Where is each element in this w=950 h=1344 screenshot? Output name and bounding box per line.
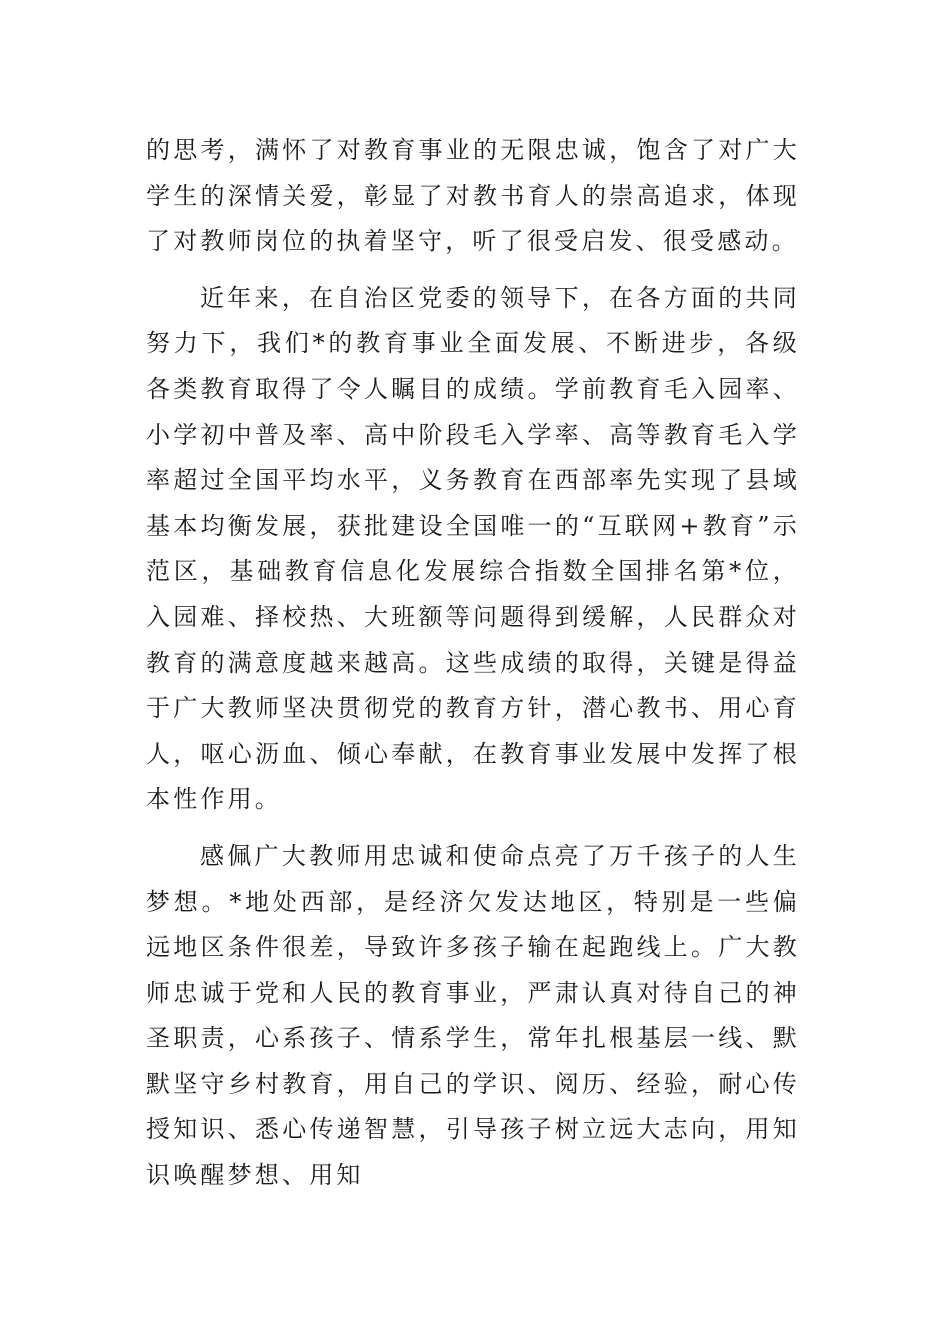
paragraph-teachers-dedication: 感佩广大教师用忠诚和使命点亮了万千孩子的人生梦想。*地处西部，是经济欠发达地区，特别是一些偏远地区条件很差，导致许多孩子输在起跑线上。广大教师忠诚于党和人民的教育事业，严肃认真对待自己的神圣职责，心系孩子、情系学生，常年扎根基层一线、默默坚守乡村教育，用自己的学识、阅历、经验，耐心传授知识、悉心传递智慧，引导孩子树立远大志向，用知识唤醒梦想、用知 [146, 841, 800, 1190]
document-body [146, 128, 800, 1199]
paragraph-continuation: 的思考，满怀了对教育事业的无限忠诚，饱含了对广大学生的深情关爱，彰显了对教书育人的崇高追求，体现了对教师岗位的执着坚守，听了很受启发、很受感动。 [146, 136, 800, 256]
paragraph-achievements: 近年来，在自治区党委的领导下，在各方面的共同努力下，我们*的教育事业全面发展、不断进步，各级各类教育取得了令人瞩目的成绩。学前教育毛入园率、小学初中普及率、高中阶段毛入学率、高等教育毛入学率超过全国平均水平，义务教育在西部率先实现了县域基本均衡发展，获批建设全国唯一的“互联网+教育”示范区，基础教育信息化发展综合指数全国排名第*位，入园难、择校热、大班额等问题得到缓解，人民群众对教育的满意度越来越高。这些成绩的取得，关键是得益于广大教师坚决贯彻党的教育方针，潜心教书、用心育人，呕心沥血、倾心奉献，在教育事业发展中发挥了根本性作用。 [146, 283, 800, 814]
